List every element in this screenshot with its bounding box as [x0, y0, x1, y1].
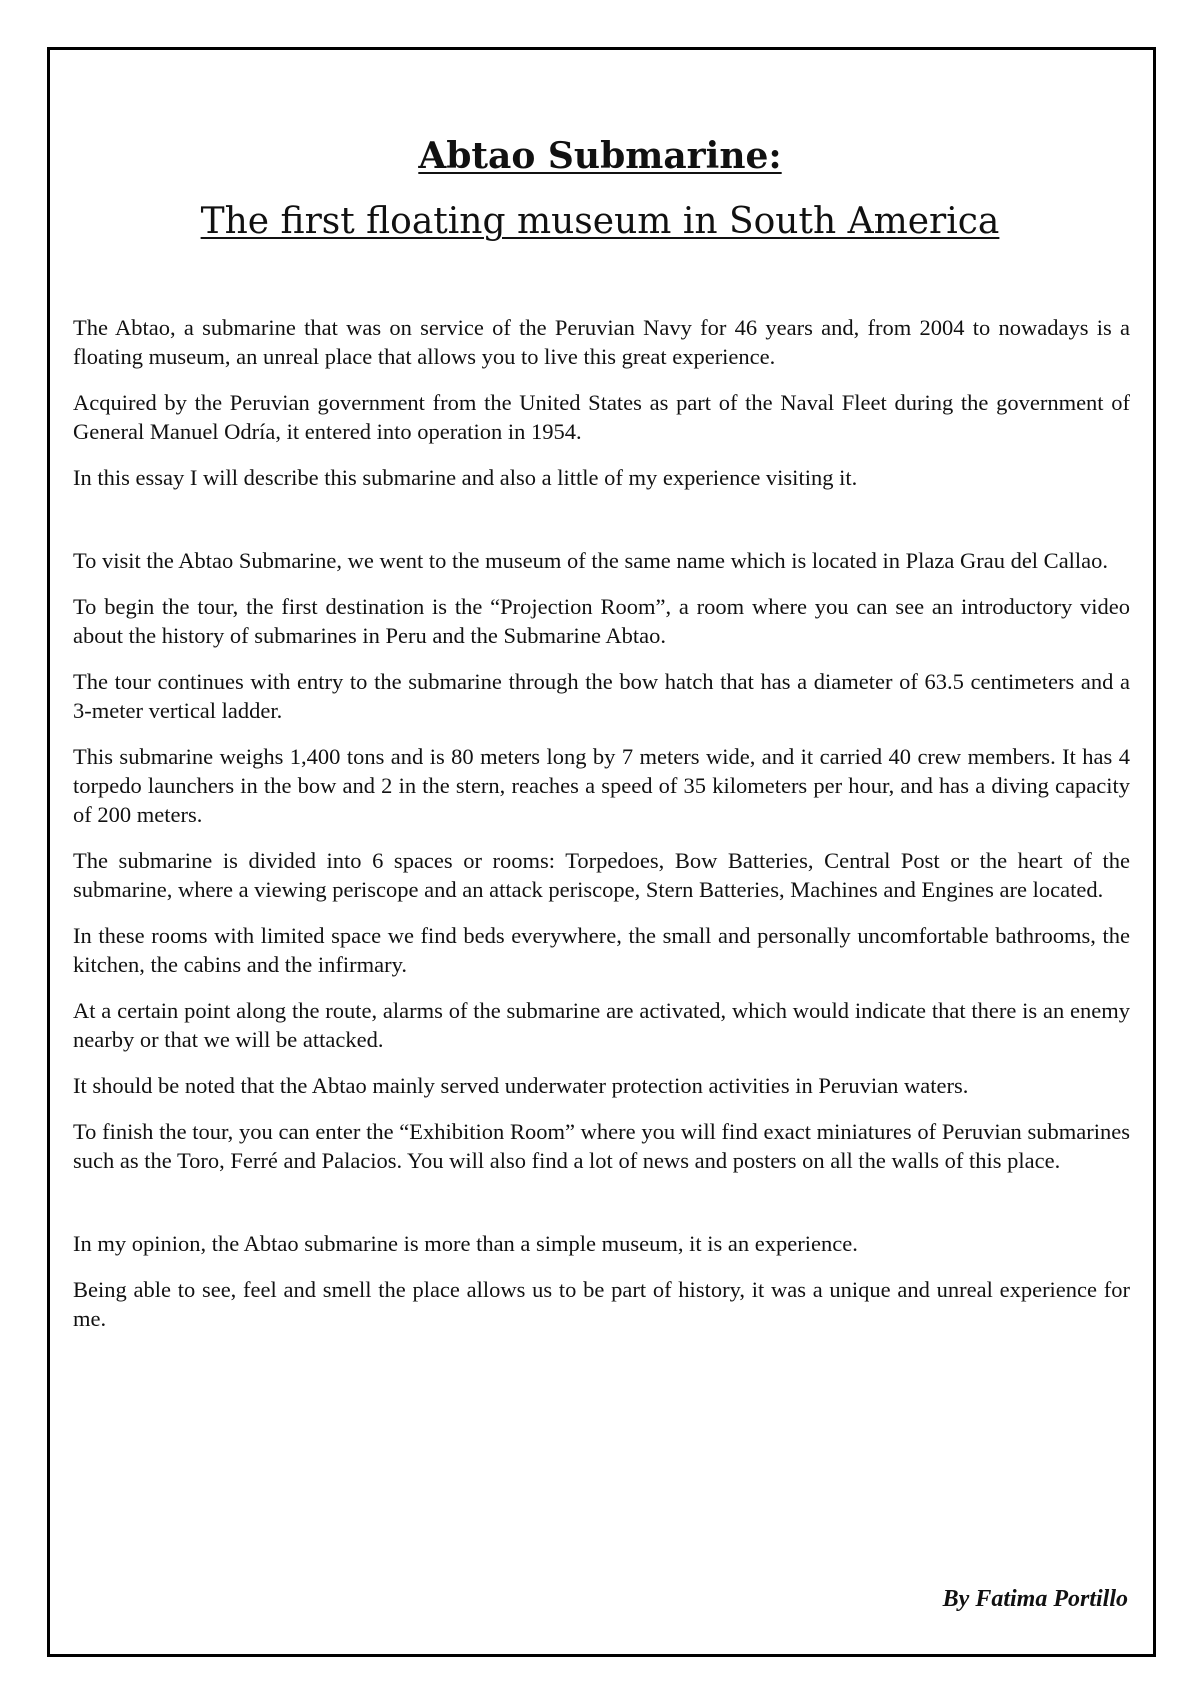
intro-paragraph-1: The Abtao, a submarine that was on service of the Peruvian Navy for 46 years and, from 2004 to nowadays is a floating museum, an unreal place that allows you to live this great experience. [73, 315, 1130, 369]
body-paragraph-9: To finish the tour, you can enter the “Exhibition Room” where you will find exact miniatures of Peruvian submarines such as the Toro, Ferré and Palacios. You will also find a lot of news and posters on all the walls of this place. [73, 1119, 1130, 1173]
intro-paragraph-2: Acquired by the Peruvian government from the United States as part of the Naval Fleet during the government of General Manuel Odría, it entered into operation in 1954. [73, 390, 1130, 444]
document-subtitle: The first floating museum in South America [200, 201, 1000, 242]
conclusion-paragraph-1: In my opinion, the Abtao submarine is more than a simple museum, it is an experience. [73, 1231, 858, 1256]
body-paragraph-1: To visit the Abtao Submarine, we went to the museum of the same name which is located in Plaza Grau del Callao. [73, 548, 1109, 573]
body-paragraph-6: In these rooms with limited space we find beds everywhere, the small and personally uncomfortable bathrooms, the kitchen, the cabins and the infirmary. [73, 923, 1130, 977]
body-paragraph-4: This submarine weighs 1,400 tons and is 80 meters long by 7 meters wide, and it carried 40 crew members. It has 4 torpedo launchers in the bow and 2 in the stern, reaches a speed of 35 kilometers per hour, and has a diving capacity of 200 meters. [73, 744, 1130, 827]
intro-paragraph-3: In this essay I will describe this submarine and also a little of my experience visiting it. [73, 465, 858, 490]
section-gap [73, 509, 1130, 546]
body-paragraph-5: The submarine is divided into 6 spaces or rooms: Torpedoes, Bow Batteries, Central Post or the heart of the submarine, where a viewing periscope and an attack periscope, Stern Batteries, Machines and Engines are located. [73, 848, 1130, 902]
essay-body [73, 313, 1130, 1350]
section-gap [73, 1192, 1130, 1229]
body-paragraph-8: It should be noted that the Abtao mainly served underwater protection activities in Peruvian waters. [73, 1073, 969, 1098]
body-paragraph-2: To begin the tour, the first destination is the “Projection Room”, a room where you can see an introductory video about the history of submarines in Peru and the Submarine Abtao. [73, 594, 1130, 648]
conclusion-paragraph-2: Being able to see, feel and smell the place allows us to be part of history, it was a unique and unreal experience for me. [73, 1277, 1130, 1331]
document-title: Abtao Submarine: [418, 135, 782, 177]
author-signature: By Fatima Portillo [942, 1586, 1128, 1612]
body-paragraph-7: At a certain point along the route, alarms of the submarine are activated, which would indicate that there is an enemy nearby or that we will be attacked. [73, 998, 1130, 1052]
body-paragraph-3: The tour continues with entry to the submarine through the bow hatch that has a diameter of 63.5 centimeters and a 3-meter vertical ladder. [73, 669, 1130, 723]
